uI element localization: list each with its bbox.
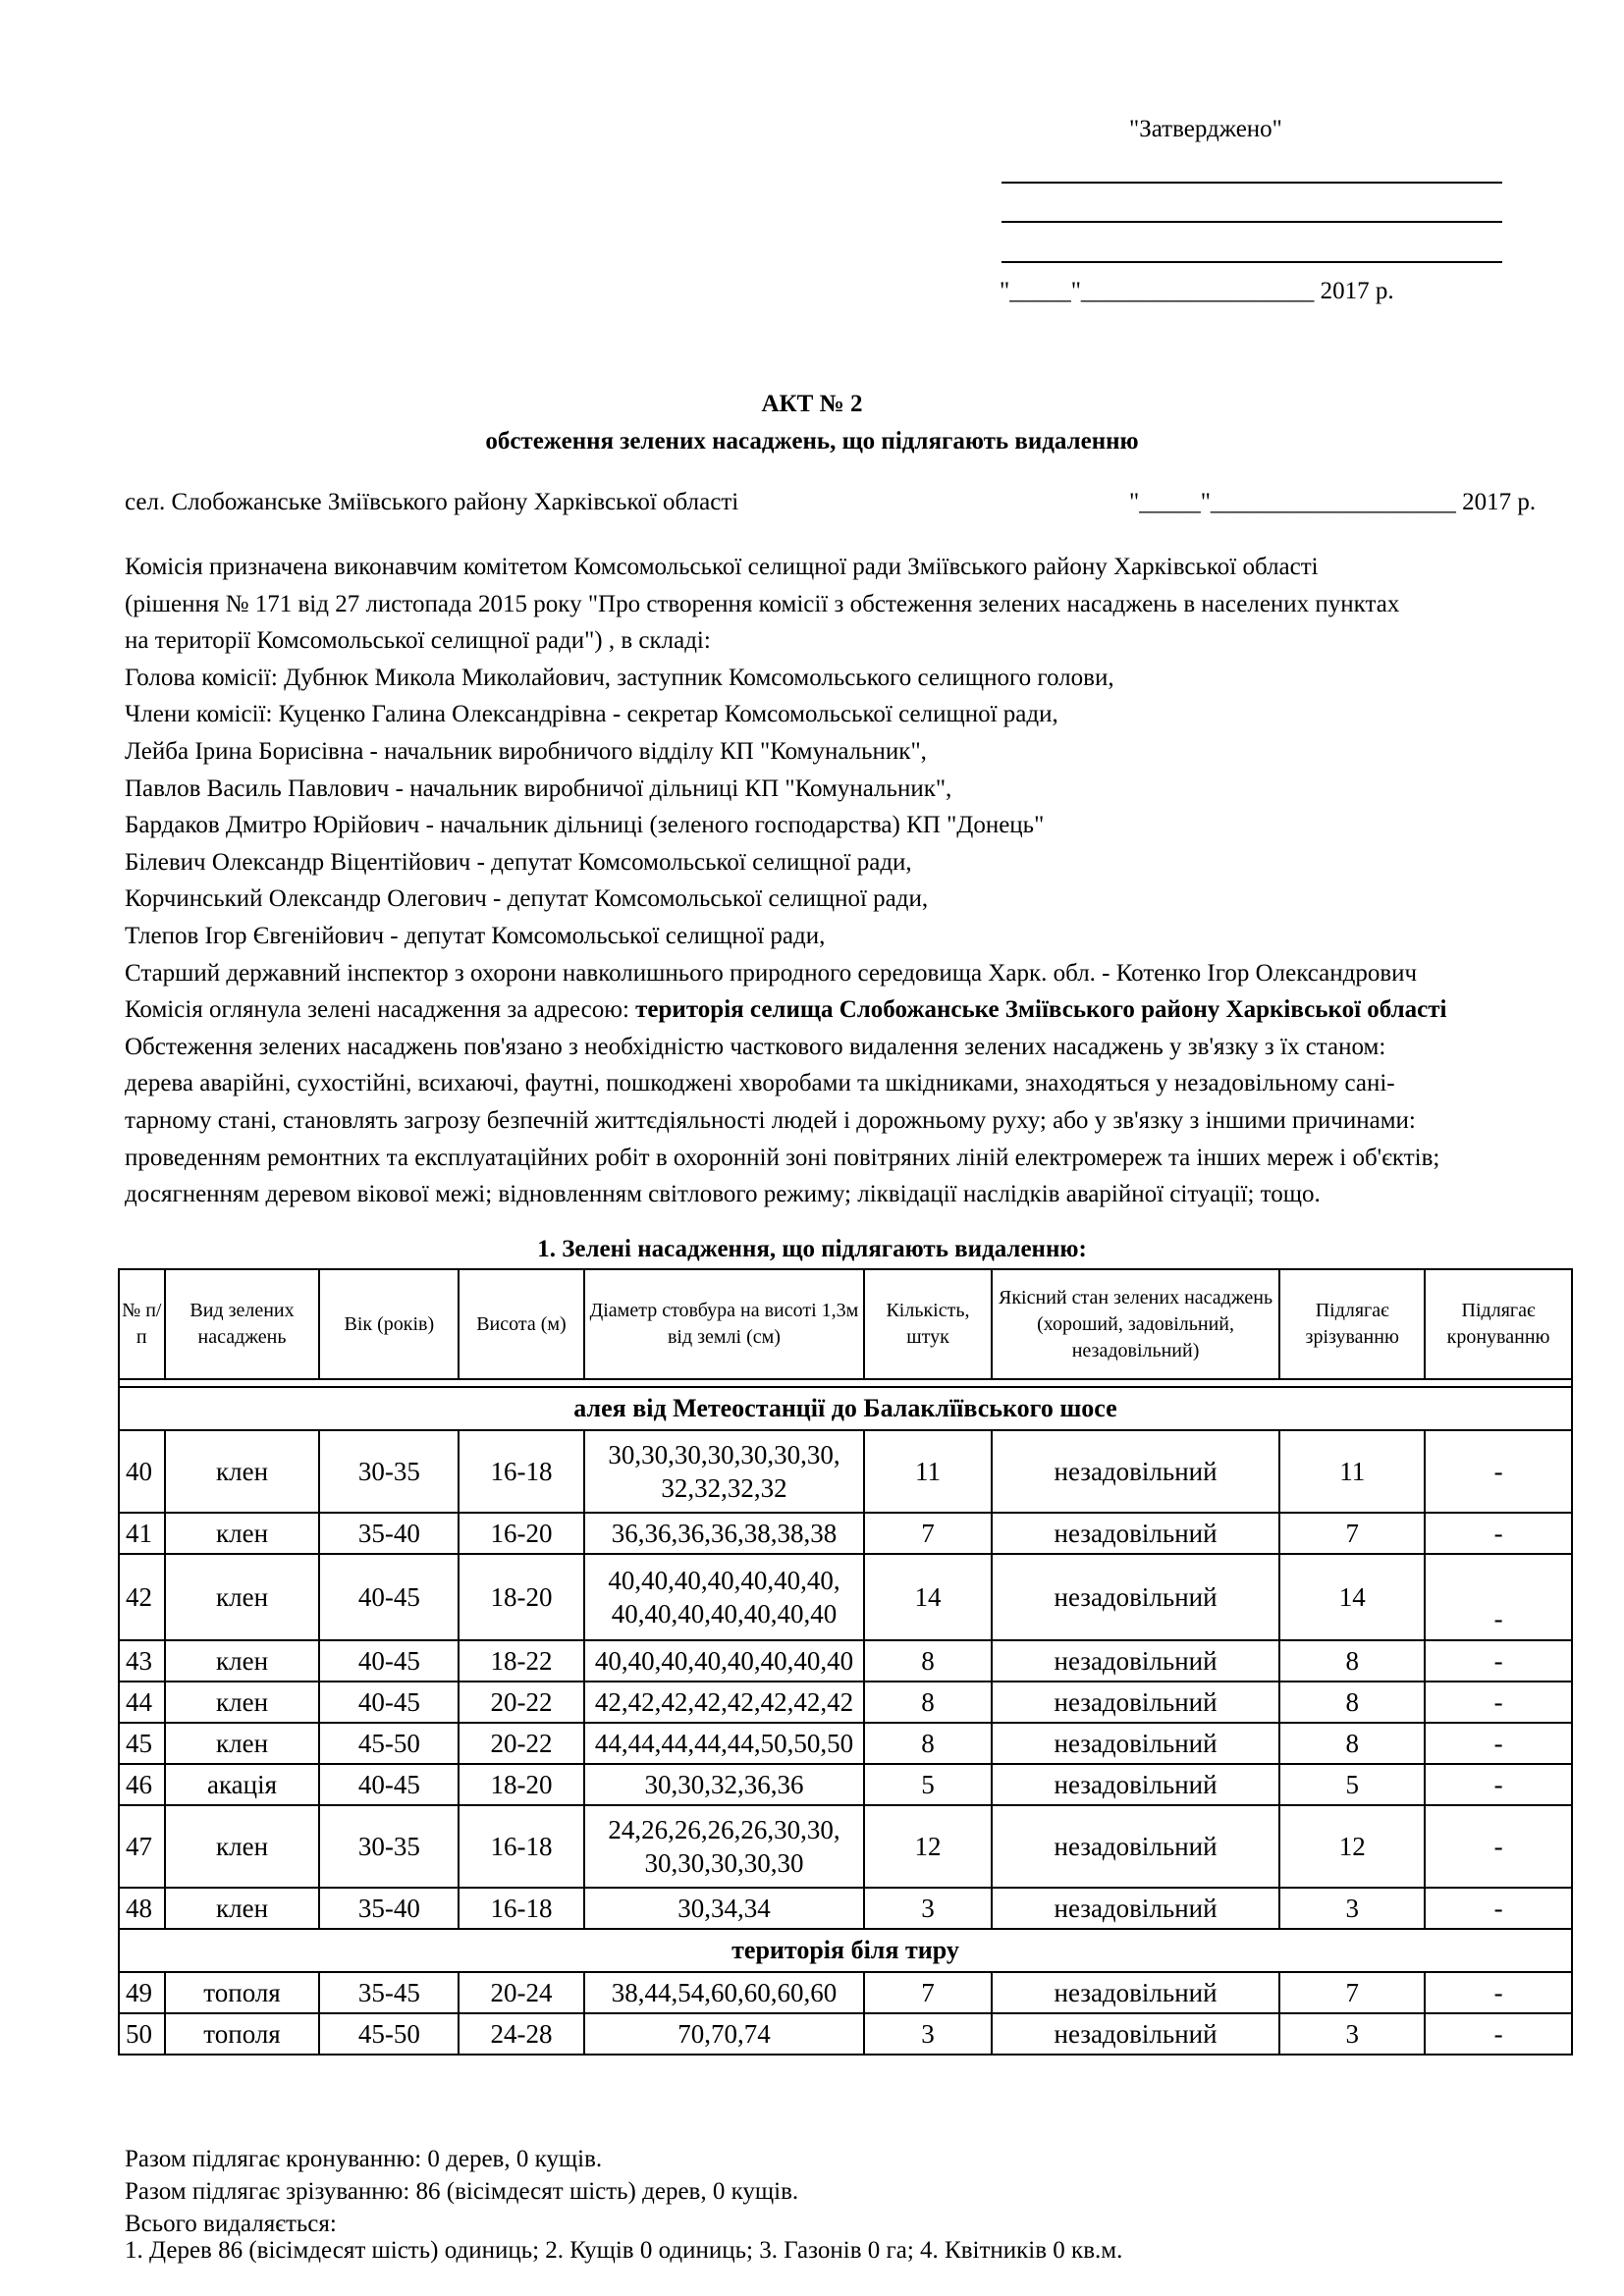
cell-type: клен — [165, 1888, 320, 1929]
cell-num: 41 — [119, 1513, 165, 1554]
totals — [125, 2143, 798, 2240]
diameter-line: 30,34,34 — [677, 1894, 771, 1923]
cell-prune: - — [1425, 1972, 1572, 2013]
table-row — [119, 1554, 1572, 1640]
cell-condition: незадовільний — [992, 1513, 1280, 1554]
body-line: Комісія призначена виконавчим комітетом Комсомольської селищної ради Зміївського району Харківської області — [125, 554, 1319, 580]
cell-type: тополя — [165, 1972, 320, 2013]
cell-prune: - — [1425, 1764, 1572, 1805]
body-line: Лейба Ірина Борисівна - начальник виробничого відділу КП "Комунальник", — [125, 737, 927, 765]
cell-cut: 3 — [1279, 2013, 1425, 2055]
diameter-line: 30,30,30,30,30 — [644, 1848, 804, 1878]
cell-type: клен — [165, 1640, 320, 1682]
cell-diameter — [584, 1513, 864, 1554]
cell-height: 20-24 — [459, 1972, 584, 2013]
header-diameter: Діаметр стовбура на висоті 1,3м від землі (см) — [584, 1269, 864, 1379]
body-line: тарному стані, становлять загрозу безпечній життєдіяльності людей і дорожньому руху; або у зв'язку з іншими причинами: — [125, 1106, 1416, 1134]
diameter-line: 30,30,32,36,36 — [644, 1770, 804, 1799]
cell-count: 11 — [864, 1430, 992, 1513]
cell-age: 30-35 — [319, 1430, 459, 1513]
header-type: Вид зелених насаджень — [165, 1269, 320, 1379]
body-line: (рішення № 171 від 27 листопада 2015 року "Про створення комісії з обстеження зелених насаджень в населених пунктах — [125, 590, 1400, 617]
table-row — [119, 1805, 1572, 1888]
cell-prune: - — [1425, 1682, 1572, 1723]
cell-prune: - — [1425, 1513, 1572, 1554]
cell-count: 7 — [864, 1513, 992, 1554]
cell-height: 16-18 — [459, 1888, 584, 1929]
cell-num: 45 — [119, 1723, 165, 1764]
diameter-line: 40,40,40,40,40,40,40, — [608, 1566, 840, 1595]
cell-num: 48 — [119, 1888, 165, 1929]
cell-count: 3 — [864, 1888, 992, 1929]
cell-age: 45-50 — [319, 2013, 459, 2055]
total-prune: Разом підлягає кронуванню: 0 дерев, 0 кущів. — [125, 2146, 603, 2172]
total-cut: Разом підлягає зрізуванню: 86 (вісімдесят шість) дерев, 0 кущів. — [125, 2178, 799, 2205]
body-line: проведенням ремонтних та експлуатаційних робіт в охоронній зоні повітряних ліній електромереж та інших мереж і об'єктів; — [125, 1144, 1440, 1171]
cell-count: 14 — [864, 1554, 992, 1640]
section-row — [119, 1387, 1572, 1430]
diameter-line: 42,42,42,42,42,42,42,42 — [594, 1687, 854, 1717]
body-line: Старший державний інспектор з охорони навколишнього природного середовища Харк. обл. - Котенко Ігор Олександрович — [125, 959, 1418, 987]
address-line — [125, 991, 1447, 1029]
cell-height: 16-18 — [459, 1430, 584, 1513]
section-2-rows — [119, 1972, 1572, 2055]
cell-prune: - — [1425, 2013, 1572, 2055]
act-location: сел. Слобожанське Зміївського району Харківської області — [125, 489, 739, 515]
cell-num: 49 — [119, 1972, 165, 2013]
cell-type: клен — [165, 1513, 320, 1554]
table-row — [119, 1764, 1572, 1805]
diameter-line: 40,40,40,40,40,40,40,40 — [594, 1646, 854, 1676]
section-1-rows — [119, 1430, 1572, 1929]
approval-date: "_____"___________________ 2017 р. — [1000, 278, 1394, 304]
cell-type: клен — [165, 1554, 320, 1640]
cell-diameter — [584, 1805, 864, 1888]
cell-age: 35-45 — [319, 1972, 459, 2013]
cell-condition: незадовільний — [992, 1723, 1280, 1764]
cell-cut: 8 — [1279, 1682, 1425, 1723]
header-height: Висота (м) — [459, 1269, 584, 1379]
signature-line — [1001, 182, 1502, 184]
body-line: Обстеження зелених насаджень пов'язано з необхідністю часткового видалення зелених насаджень у зв'язку з їх станом: — [125, 1033, 1386, 1060]
table-row — [119, 1888, 1572, 1929]
diameter-line: 24,26,26,26,26,30,30, — [608, 1815, 840, 1844]
cell-condition: незадовільний — [992, 1972, 1280, 2013]
cell-num: 46 — [119, 1764, 165, 1805]
body-line: на території Комсомольської селищної ради") , в складі: — [125, 627, 711, 655]
cell-age: 40-45 — [319, 1764, 459, 1805]
cell-height: 20-22 — [459, 1682, 584, 1723]
table-header-row — [119, 1269, 1572, 1379]
body-line: Корчинський Олександр Олегович - депутат Комсомольської селищної ради, — [125, 885, 929, 913]
cell-cut: 8 — [1279, 1640, 1425, 1682]
diameter-line: 32,32,32,32 — [661, 1473, 787, 1503]
cell-condition: незадовільний — [992, 1640, 1280, 1682]
cell-cut: 12 — [1279, 1805, 1425, 1888]
header-prune: Підлягає кронуванню — [1425, 1269, 1572, 1379]
body-line: Павлов Василь Павлович - начальник виробничої дільниці КП "Комунальник", — [125, 774, 952, 802]
header-cut: Підлягає зрізуванню — [1279, 1269, 1425, 1379]
section-row — [119, 1929, 1572, 1972]
cell-cut: 11 — [1279, 1430, 1425, 1513]
cell-num: 40 — [119, 1430, 165, 1513]
table-gap — [119, 1379, 1572, 1387]
cell-height: 20-22 — [459, 1723, 584, 1764]
cell-age: 40-45 — [319, 1682, 459, 1723]
cell-condition: незадовільний — [992, 1682, 1280, 1723]
cell-condition: незадовільний — [992, 1764, 1280, 1805]
cell-prune: - — [1425, 1723, 1572, 1764]
body-line: досягненням деревом вікової межі; відновленням світлового режиму; ліквідації наслідків аварійної сітуації; тощо. — [125, 1181, 1321, 1208]
cell-age: 35-40 — [319, 1513, 459, 1554]
cell-diameter — [584, 1764, 864, 1805]
removal-summary: 1. Дерев 86 (вісімдесят шість) одиниць; 2. Кущів 0 одиниць; 3. Газонів 0 га; 4. Квітників 0 кв.м. — [125, 2237, 1123, 2264]
header-num: № п/п — [119, 1269, 165, 1379]
body-line: Білевич Олександр Віцентійович - депутат Комсомольської селищної ради, — [125, 848, 912, 876]
cell-height: 18-20 — [459, 1764, 584, 1805]
header-count: Кількість, штук — [864, 1269, 992, 1379]
cell-height: 16-18 — [459, 1805, 584, 1888]
act-subtitle: обстеження зелених насаджень, що підлягають видаленню — [485, 428, 1139, 454]
diameter-line: 70,70,74 — [677, 2019, 771, 2049]
cell-condition: незадовільний — [992, 1888, 1280, 1929]
diameter-line: 40,40,40,40,40,40,40 — [611, 1599, 838, 1629]
cell-type: акація — [165, 1764, 320, 1805]
total-removed-label: Всього видаляється: — [125, 2211, 337, 2237]
cell-cut: 8 — [1279, 1723, 1425, 1764]
cell-diameter — [584, 1640, 864, 1682]
cell-count: 12 — [864, 1805, 992, 1888]
cell-prune: - — [1425, 1640, 1572, 1682]
diameter-line: 30,30,30,30,30,30,30, — [608, 1440, 840, 1469]
cell-cut: 7 — [1279, 1972, 1425, 2013]
table-row — [119, 1723, 1572, 1764]
cell-condition: незадовільний — [992, 1554, 1280, 1640]
act-date: "_____"____________________ 2017 р. — [1129, 489, 1537, 515]
cell-diameter — [584, 2013, 864, 2055]
signature-line — [1001, 221, 1502, 223]
act-body — [125, 549, 1447, 1213]
table-row — [119, 1972, 1572, 2013]
cell-type: клен — [165, 1682, 320, 1723]
cell-count: 7 — [864, 1972, 992, 2013]
table-row — [119, 1513, 1572, 1554]
signature-line — [1001, 261, 1502, 263]
section-title: алея від Метеостанції до Балаклїївського шосе — [119, 1387, 1572, 1430]
cell-age: 40-45 — [319, 1640, 459, 1682]
body-line: Тлепов Ігор Євгенійович - депутат Комсомольської селищної ради, — [125, 922, 826, 949]
cell-cut: 14 — [1279, 1554, 1425, 1640]
cell-type: тополя — [165, 2013, 320, 2055]
header-age: Вік (років) — [319, 1269, 459, 1379]
table-row — [119, 2013, 1572, 2055]
cell-height: 18-22 — [459, 1640, 584, 1682]
cell-count: 8 — [864, 1723, 992, 1764]
cell-count: 5 — [864, 1764, 992, 1805]
cell-condition: незадовільний — [992, 1805, 1280, 1888]
cell-count: 8 — [864, 1682, 992, 1723]
diameter-line: 36,36,36,36,38,38,38 — [611, 1519, 838, 1548]
body-line: дерева аварійні, сухостійні, всихаючі, фаутні, пошкоджені хворобами та шкідниками, знаходяться у незадовільному сані- — [125, 1070, 1395, 1097]
cell-height: 16-20 — [459, 1513, 584, 1554]
cell-type: клен — [165, 1805, 320, 1888]
cell-cut: 3 — [1279, 1888, 1425, 1929]
cell-num: 44 — [119, 1682, 165, 1723]
cell-num: 42 — [119, 1554, 165, 1640]
cell-diameter — [584, 1972, 864, 2013]
act-title: АКТ № 2 — [761, 391, 863, 417]
cell-diameter — [584, 1682, 864, 1723]
cell-condition: незадовільний — [992, 2013, 1280, 2055]
body-line: Члени комісії: Куценко Галина Олександрівна - секретар Комсомольської селищної ради, — [125, 701, 1058, 728]
cell-diameter — [584, 1554, 864, 1640]
cell-age: 35-40 — [319, 1888, 459, 1929]
cell-count: 8 — [864, 1640, 992, 1682]
cell-diameter — [584, 1888, 864, 1929]
cell-cut: 7 — [1279, 1513, 1425, 1554]
section-title: територія біля тиру — [119, 1929, 1572, 1972]
header-condition: Якісний стан зелених насаджень (хороший, задовільний, незадовільний) — [992, 1269, 1280, 1379]
cell-count: 3 — [864, 2013, 992, 2055]
table-row — [119, 1430, 1572, 1513]
address: територія селища Слобожанське Зміївського району Харківської області — [635, 996, 1447, 1024]
cell-prune: - — [1425, 1554, 1572, 1640]
body-line: Голова комісії: Дубнюк Микола Миколайович, заступник Комсомольського селищного голови, — [125, 664, 1114, 691]
plants-table — [118, 1268, 1573, 2056]
diameter-line: 38,44,54,60,60,60,60 — [611, 1978, 838, 2007]
table-row — [119, 1682, 1572, 1723]
cell-age: 45-50 — [319, 1723, 459, 1764]
cell-type: клен — [165, 1723, 320, 1764]
cell-age: 30-35 — [319, 1805, 459, 1888]
table-title: 1. Зелені насадження, що підлягають видаленню: — [537, 1236, 1087, 1262]
cell-type: клен — [165, 1430, 320, 1513]
cell-prune: - — [1425, 1888, 1572, 1929]
approval-title: "Затверджено" — [1129, 116, 1282, 142]
cell-num: 43 — [119, 1640, 165, 1682]
cell-height: 24-28 — [459, 2013, 584, 2055]
cell-height: 18-20 — [459, 1554, 584, 1640]
cell-prune: - — [1425, 1430, 1572, 1513]
cell-cut: 5 — [1279, 1764, 1425, 1805]
cell-age: 40-45 — [319, 1554, 459, 1640]
body-line: Бардаков Дмитро Юрійович - начальник дільниці (зеленого господарства) КП "Донець" — [125, 812, 1045, 839]
table-row — [119, 1640, 1572, 1682]
cell-num: 50 — [119, 2013, 165, 2055]
cell-condition: незадовільний — [992, 1430, 1280, 1513]
address-intro: Комісія оглянула зелені насадження за адресою: — [125, 996, 636, 1024]
diameter-line: 44,44,44,44,44,50,50,50 — [594, 1729, 854, 1758]
cell-num: 47 — [119, 1805, 165, 1888]
cell-diameter — [584, 1430, 864, 1513]
cell-diameter — [584, 1723, 864, 1764]
cell-prune: - — [1425, 1805, 1572, 1888]
